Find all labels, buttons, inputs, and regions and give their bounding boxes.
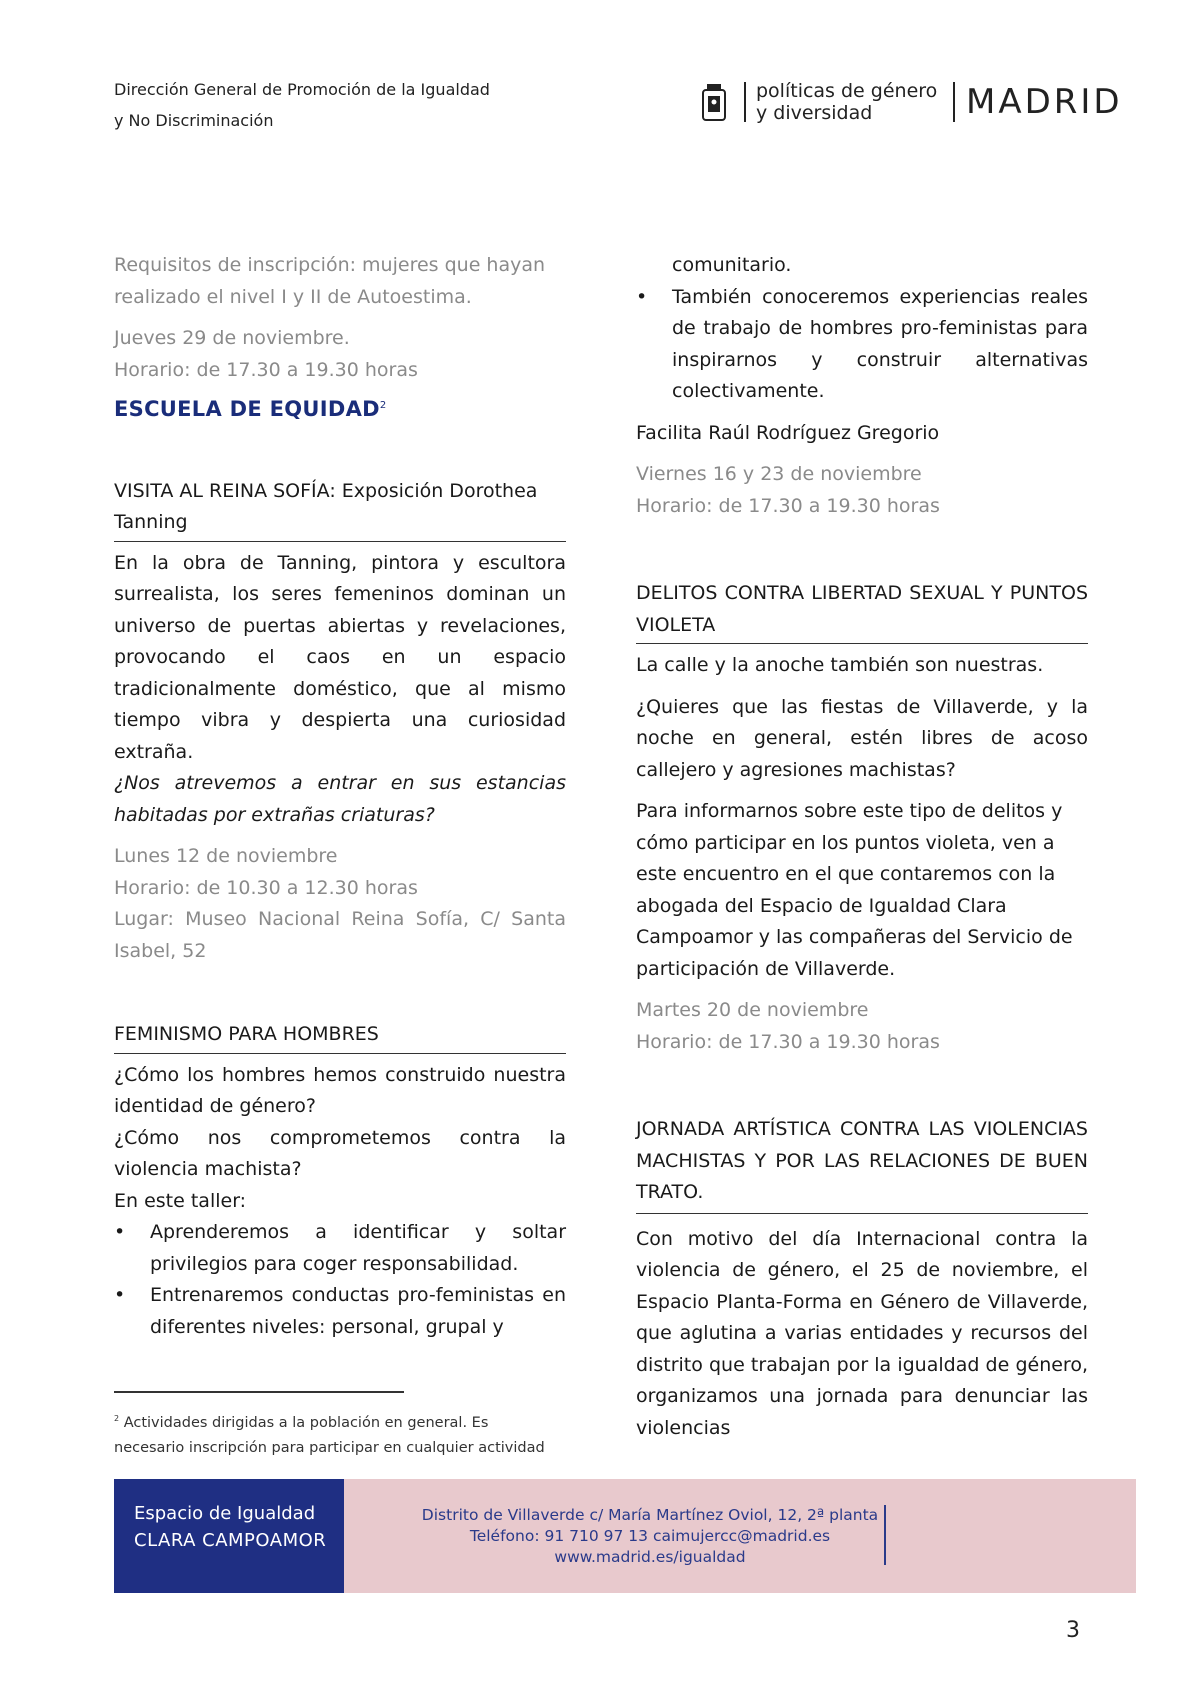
footnote-text: Actividades dirigidas a la población en general. Es necesario inscripción para participar en cualquier actividad: [114, 1414, 545, 1456]
visita-description: [114, 548, 566, 769]
logo-tagline-line-1: políticas de género: [756, 80, 938, 102]
list-item: • También conoceremos experiencias reales de trabajo de hombres pro-feministas para inspirarnos y construir alternativas colectivamente.: [636, 282, 1088, 408]
event-time: Horario: de 17.30 a 19.30 horas: [114, 358, 418, 381]
feminismo-intro: En este taller:: [114, 1189, 247, 1212]
footnote-mark: 2: [114, 1414, 120, 1423]
page-number: 3: [1066, 1618, 1080, 1643]
escuela-title: ESCUELA DE EQUIDAD: [114, 397, 380, 421]
visita-time: Horario: de 10.30 a 12.30 horas: [114, 876, 418, 899]
left-column: [114, 250, 566, 1343]
right-column: [636, 250, 1088, 1444]
logo-divider: [744, 82, 746, 122]
event-date: Jueves 29 de noviembre.: [114, 327, 350, 349]
footnote: [114, 1406, 554, 1461]
madrid-logo: [700, 80, 1123, 128]
logo-madrid-wordmark: MADRID: [966, 82, 1123, 122]
feminismo-question-2: ¿Cómo nos comprometemos contra la violencia machista?: [114, 1126, 566, 1180]
feminismo-time: Horario: de 17.30 a 19.30 horas: [636, 494, 940, 517]
requirements-line-1: Requisitos de inscripción: mujeres que hayan: [114, 254, 546, 276]
logo-tagline: [756, 80, 937, 124]
feminismo-question-1: ¿Cómo los hombres hemos construido nuestra identidad de género?: [114, 1063, 566, 1117]
contact-info: [410, 1505, 890, 1568]
delitos-paragraph-1: La calle y la anoche también son nuestras.: [636, 654, 1044, 676]
requirements-line-2: realizado el nivel I y II de Autoestima.: [114, 285, 472, 308]
feminismo-date: Viernes 16 y 23 de noviembre: [636, 463, 922, 485]
footnote-separator: [114, 1391, 404, 1393]
delitos-date: Martes 20 de noviembre: [636, 999, 869, 1021]
feminismo-title: FEMINISMO PARA HOMBRES: [114, 1019, 566, 1054]
department-line-1: Dirección General de Promoción de la Igualdad: [114, 80, 490, 99]
department-name: [114, 74, 490, 136]
list-item-continuation: comunitario.: [672, 254, 792, 276]
footnote-ref: 2: [379, 400, 387, 411]
website-link[interactable]: www.madrid.es/igualdad: [554, 1548, 746, 1566]
list-item: • Aprenderemos a identificar y soltar privilegios para coger responsabilidad.: [114, 1217, 566, 1280]
section-heading-escuela: [114, 390, 566, 426]
footer-banner: [114, 1479, 1136, 1593]
espacio-igualdad-label: [114, 1479, 344, 1593]
delitos-title: DELITOS CONTRA LIBERTAD SEXUAL Y PUNTOS VIOLETA: [636, 578, 1088, 644]
logo-divider: [953, 82, 955, 122]
registration-requirements: [114, 250, 566, 313]
espacio-line-2: CLARA CAMPOAMOR: [134, 1530, 327, 1551]
visita-question: ¿Nos atrevemos a entrar en sus estancias habitadas por extrañas criaturas?: [114, 772, 566, 826]
department-line-2: y No Discriminación: [114, 111, 274, 130]
facilitator: Facilita Raúl Rodríguez Gregorio: [636, 421, 940, 444]
jornada-title: JORNADA ARTÍSTICA CONTRA LAS VIOLENCIAS MACHISTAS Y POR LAS RELACIONES DE BUEN TRATO.: [636, 1114, 1088, 1214]
banner-divider: [884, 1505, 886, 1565]
logo-tagline-line-2: y diversidad: [756, 102, 873, 124]
visita-date: Lunes 12 de noviembre: [114, 845, 338, 867]
delitos-paragraph-2: ¿Quieres que las fiestas de Villaverde, y la noche en general, estén libres de acoso callejero y agresiones machistas?: [636, 695, 1088, 781]
phone-email: Teléfono: 91 710 97 13 caimujercc@madrid.es: [469, 1527, 831, 1545]
visita-title: VISITA AL REINA SOFÍA: Exposición Dorothea Tanning: [114, 476, 566, 542]
jornada-paragraph: Con motivo del día Internacional contra la violencia de género, el 25 de noviembre, el Espacio Planta-Forma en Género de Villaverde, que aglutina a varias entidades y recursos del distrito que trabajan por la igualdad de género, organizamos una jornada para denunciar las violencias: [636, 1227, 1088, 1439]
visita-paragraph: En la obra de Tanning, pintora y escultora surrealista, los seres femeninos dominan un universo de puertas abiertas y revelaciones, provocando el caos en un espacio tradicionalmente doméstico, que al mismo tiempo vibra y despierta una curiosidad extraña.: [114, 551, 566, 763]
address: Distrito de Villaverde c/ María Martínez Oviol, 12, 2ª planta: [421, 1506, 879, 1524]
list-item: • Entrenaremos conductas pro-feministas en diferentes niveles: personal, grupal y: [114, 1280, 566, 1343]
delitos-paragraph-3: Para informarnos sobre este tipo de delitos y cómo participar en los puntos violeta, ven a este encuentro en el que contaremos con la abogada del Espacio de Igualdad Clara Campoamor y las compañeras del Servicio de participación de Villaverde.: [636, 800, 1073, 980]
madrid-coat-of-arms-icon: [700, 82, 728, 122]
delitos-time: Horario: de 17.30 a 19.30 horas: [636, 1030, 940, 1053]
espacio-line-1: Espacio de Igualdad: [134, 1503, 316, 1524]
visita-place: Lugar: Museo Nacional Reina Sofía, C/ Santa Isabel, 52: [114, 908, 566, 962]
